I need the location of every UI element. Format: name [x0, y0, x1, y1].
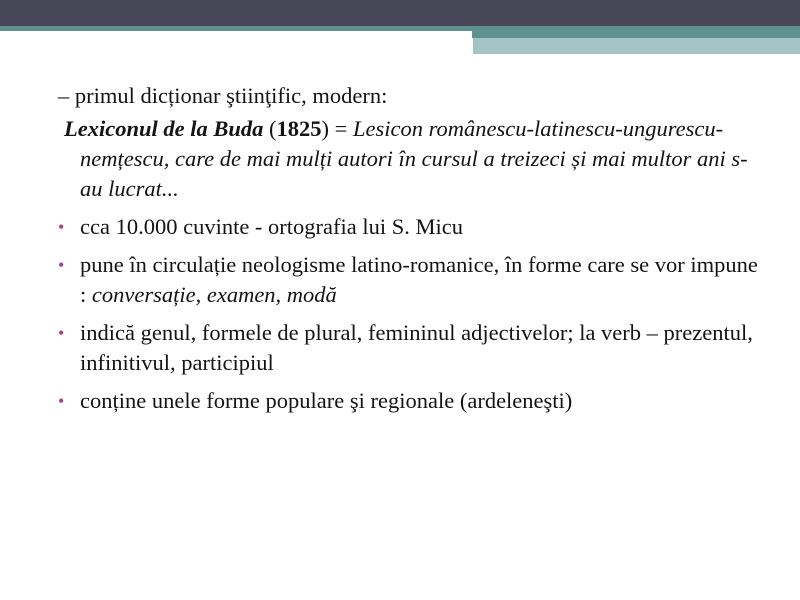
lexicon-year: 1825 [276, 116, 322, 141]
bullet-dot-icon: • [58, 391, 65, 411]
bullet-dot-icon: • [58, 255, 65, 275]
lexicon-open-paren: ( [263, 116, 277, 141]
lexicon-close-eq: ) = [321, 116, 353, 141]
bullet-item [58, 250, 758, 310]
bullet-text: indică genul, formele de plural, femininul adjectivelor; la verb – prezentul, infinitivul, participiul [80, 320, 753, 375]
intro-line: – primul dicționar ştiinţific, modern: [58, 83, 388, 108]
bullet-item [58, 318, 758, 378]
lexicon-quote: Lesicon românescu-latinescu-ungurescu-nemțescu, care de mai mulți autori în cursul a treizeci și mai multor ani s-au lucrat... [80, 116, 748, 201]
bullet-list [58, 212, 758, 416]
lexicon-paragraph [58, 114, 758, 204]
slide-content [58, 82, 758, 424]
header-bar-light-panel [473, 38, 800, 54]
bullet-italic-examples: conversație, examen, modă [91, 282, 337, 307]
header-bar-white-strip [0, 31, 472, 38]
bullet-text: cca 10.000 cuvinte - ortografia lui S. Micu [80, 214, 464, 239]
header-bar-dark [0, 0, 800, 26]
bullet-dot-icon: • [58, 323, 65, 343]
bullet-item [58, 386, 758, 416]
lexicon-title: Lexiconul de la Buda [64, 116, 264, 141]
bullet-item [58, 212, 758, 242]
bullet-dot-icon: • [58, 217, 65, 237]
bullet-text: conține unele forme populare şi regionale (ardeleneşti) [80, 388, 573, 413]
bullet-text: pune în circulație neologisme latino-romanice, în forme care se vor impune : [80, 252, 758, 307]
